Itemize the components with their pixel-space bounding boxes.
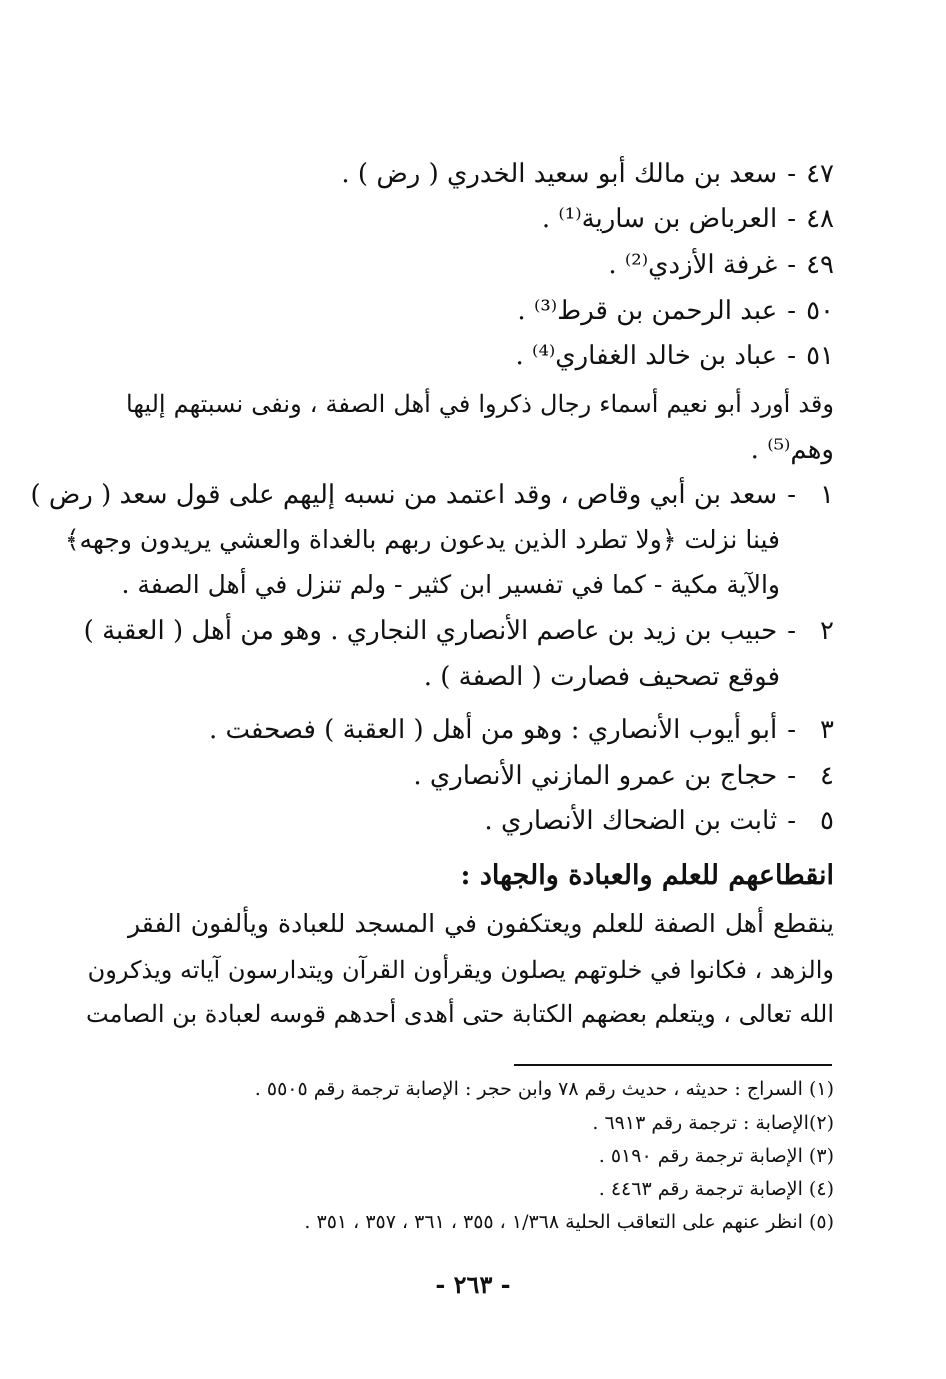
item-text: حجاج بن عمرو المازني الأنصاري .	[413, 761, 778, 791]
item-number: ٤	[820, 761, 834, 791]
item-text: العرباض بن سارية⁽¹⁾ .	[541, 204, 778, 234]
list-item: ٤-حجاج بن عمرو المازني الأنصاري .	[413, 758, 834, 794]
footnote: (٣) الإصابة ترجمة رقم ٥١٩٠ .	[598, 1145, 834, 1167]
footnote-separator	[514, 1064, 832, 1066]
item-continuation: والآية مكية - كما في تفسير ابن كثير - ولم تنزل في أهل الصفة .	[121, 570, 780, 599]
item-number: ٥٠	[806, 296, 834, 326]
item-number: ٥	[820, 806, 834, 836]
item-text: أبو أيوب الأنصاري : وهو من أهل ( العقبة ) فصحفت .	[208, 715, 778, 745]
item-number: ١	[820, 480, 834, 510]
item-number: ٥١	[806, 341, 834, 371]
list-item: ١-سعد بن أبي وقاص ، وقد اعتمد من نسبه إليهم على قول سعد ( رض )	[30, 477, 834, 513]
paragraph-line: ينقطع أهل الصفة للعلم ويعتكفون في المسجد للعبادة ويألفون الفقر	[128, 909, 834, 938]
item-text: سعد بن أبي وقاص ، وقد اعتمد من نسبه إليهم على قول سعد ( رض )	[30, 480, 778, 510]
intro-line: وهم⁽⁵⁾ .	[750, 435, 834, 465]
section-heading: انقطاعهم للعلم والعبادة والجهاد :	[460, 860, 834, 891]
footnote: (٢)الإصابة : ترجمة رقم ٦٩١٣ .	[592, 1112, 834, 1134]
list-item: ٣-أبو أيوب الأنصاري : وهو من أهل ( العقبة ) فصحفت .	[209, 712, 834, 748]
paragraph-line: والزهد ، فكانوا في خلوتهم يصلون ويقرأون القرآن ويتدارسون آياته ويذكرون	[87, 956, 834, 984]
item-number: ٤٨	[806, 204, 834, 234]
item-number: ٤٧	[806, 159, 834, 189]
paragraph-line: الله تعالى ، ويتعلم بعضهم الكتابة حتى أهدى أحدهم قوسه لعبادة بن الصامت	[86, 1000, 834, 1028]
page-number: - ٢٦٣ -	[435, 1270, 511, 1299]
list-item: ٥-ثابت بن الضحاك الأنصاري .	[484, 803, 834, 839]
intro-line: وقد أورد أبو نعيم أسماء رجال ذكروا في أهل الصفة ، ونفى نسبتهم إليها	[126, 390, 834, 418]
list-item: ٤٨-العرباض بن سارية⁽¹⁾ .	[542, 201, 834, 237]
item-text: عباد بن خالد الغفاري⁽⁴⁾ .	[515, 341, 778, 371]
footnote: (١) السراج : حديثه ، حديث رقم ٧٨ وابن حجر : الإصابة ترجمة رقم ٥٥٠٥ .	[254, 1078, 834, 1100]
item-text: حبيب بن زيد بن عاصم الأنصاري النجاري . وهو من أهل ( العقبة )	[83, 616, 778, 646]
item-number: ٣	[820, 715, 834, 745]
item-number: ٤٩	[806, 250, 834, 280]
list-item: ٤٧-سعد بن مالك أبو سعيد الخدري ( رض ) .	[341, 156, 834, 192]
item-continuation: فينا نزلت ﴿ولا تطرد الذين يدعون ربهم بالغداة والعشي يريدون وجهه﴾	[64, 525, 780, 554]
list-item: ٥٠-عبد الرحمن بن قرط⁽³⁾ .	[517, 293, 834, 329]
item-text: ثابت بن الضحاك الأنصاري .	[484, 806, 778, 836]
list-item: ٢-حبيب بن زيد بن عاصم الأنصاري النجاري . وهو من أهل ( العقبة )	[84, 613, 834, 649]
list-item: ٤٩-غرفة الأزدي⁽²⁾ .	[608, 247, 834, 283]
item-text: غرفة الأزدي⁽²⁾ .	[608, 250, 778, 280]
item-continuation: فوقع تصحيف فصارت ( الصفة ) .	[423, 662, 780, 692]
item-text: عبد الرحمن بن قرط⁽³⁾ .	[517, 296, 778, 326]
footnote: (٥) انظر عنهم على التعاقب الحلية ١/٣٦٨ ، ٣٥٥ ، ٣٦١ ، ٣٥٧ ، ٣٥١ .	[304, 1211, 834, 1233]
list-item: ٥١-عباد بن خالد الغفاري⁽⁴⁾ .	[516, 338, 834, 374]
item-text: سعد بن مالك أبو سعيد الخدري ( رض ) .	[341, 159, 778, 189]
item-number: ٢	[820, 616, 834, 646]
footnote: (٤) الإصابة ترجمة رقم ٤٤٦٣ .	[598, 1178, 834, 1200]
